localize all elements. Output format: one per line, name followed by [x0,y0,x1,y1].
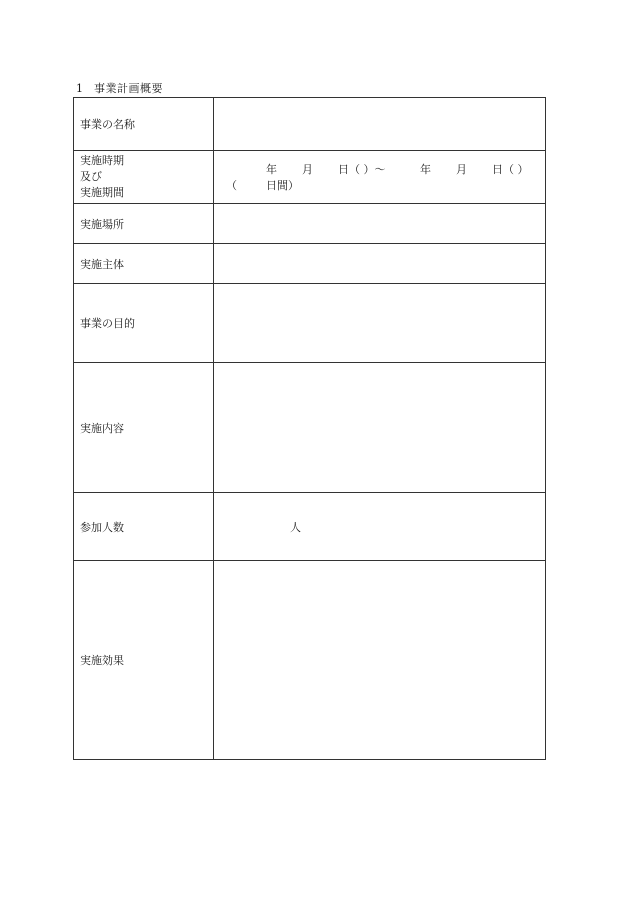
end-month-unit: 月 [456,163,467,176]
row-place [74,204,546,244]
label-period [74,151,214,204]
label-period-line: 実施期間 [80,186,124,199]
row-period [74,151,546,204]
value-organizer[interactable] [214,244,546,284]
row-participants [74,493,546,561]
label-participants: 参加人数 [74,493,214,561]
row-effect [74,561,546,760]
section-heading [76,80,163,96]
label-period-line: 実施時期 [80,154,124,167]
period-dates [220,161,539,177]
section-title: 事業計画概要 [94,82,163,95]
plan-overview-table [73,97,546,760]
value-name[interactable] [214,98,546,151]
start-year-unit: 年 [266,163,277,176]
value-period[interactable] [214,151,546,204]
value-effect[interactable] [214,561,546,760]
days-open-paren: （ [226,179,237,192]
label-purpose: 事業の目的 [74,284,214,363]
row-content [74,363,546,493]
start-month-unit: 月 [302,163,313,176]
value-participants[interactable] [214,493,546,561]
value-place[interactable] [214,204,546,244]
participants-unit: 人 [290,520,301,534]
value-content[interactable] [214,363,546,493]
label-name: 事業の名称 [74,98,214,151]
row-purpose [74,284,546,363]
row-name [74,98,546,151]
section-number: 1 [76,82,84,95]
period-days [220,177,539,193]
row-organizer [74,244,546,284]
label-organizer: 実施主体 [74,244,214,284]
label-period-line: 及び [80,170,102,183]
label-content: 実施内容 [74,363,214,493]
value-purpose[interactable] [214,284,546,363]
label-place: 実施場所 [74,204,214,244]
start-day-unit: 日（ ）〜 [338,163,386,176]
end-day-unit: 日（ ） [492,163,529,176]
label-effect: 実施効果 [74,561,214,760]
days-unit: 日間） [266,179,299,192]
end-year-unit: 年 [420,163,431,176]
